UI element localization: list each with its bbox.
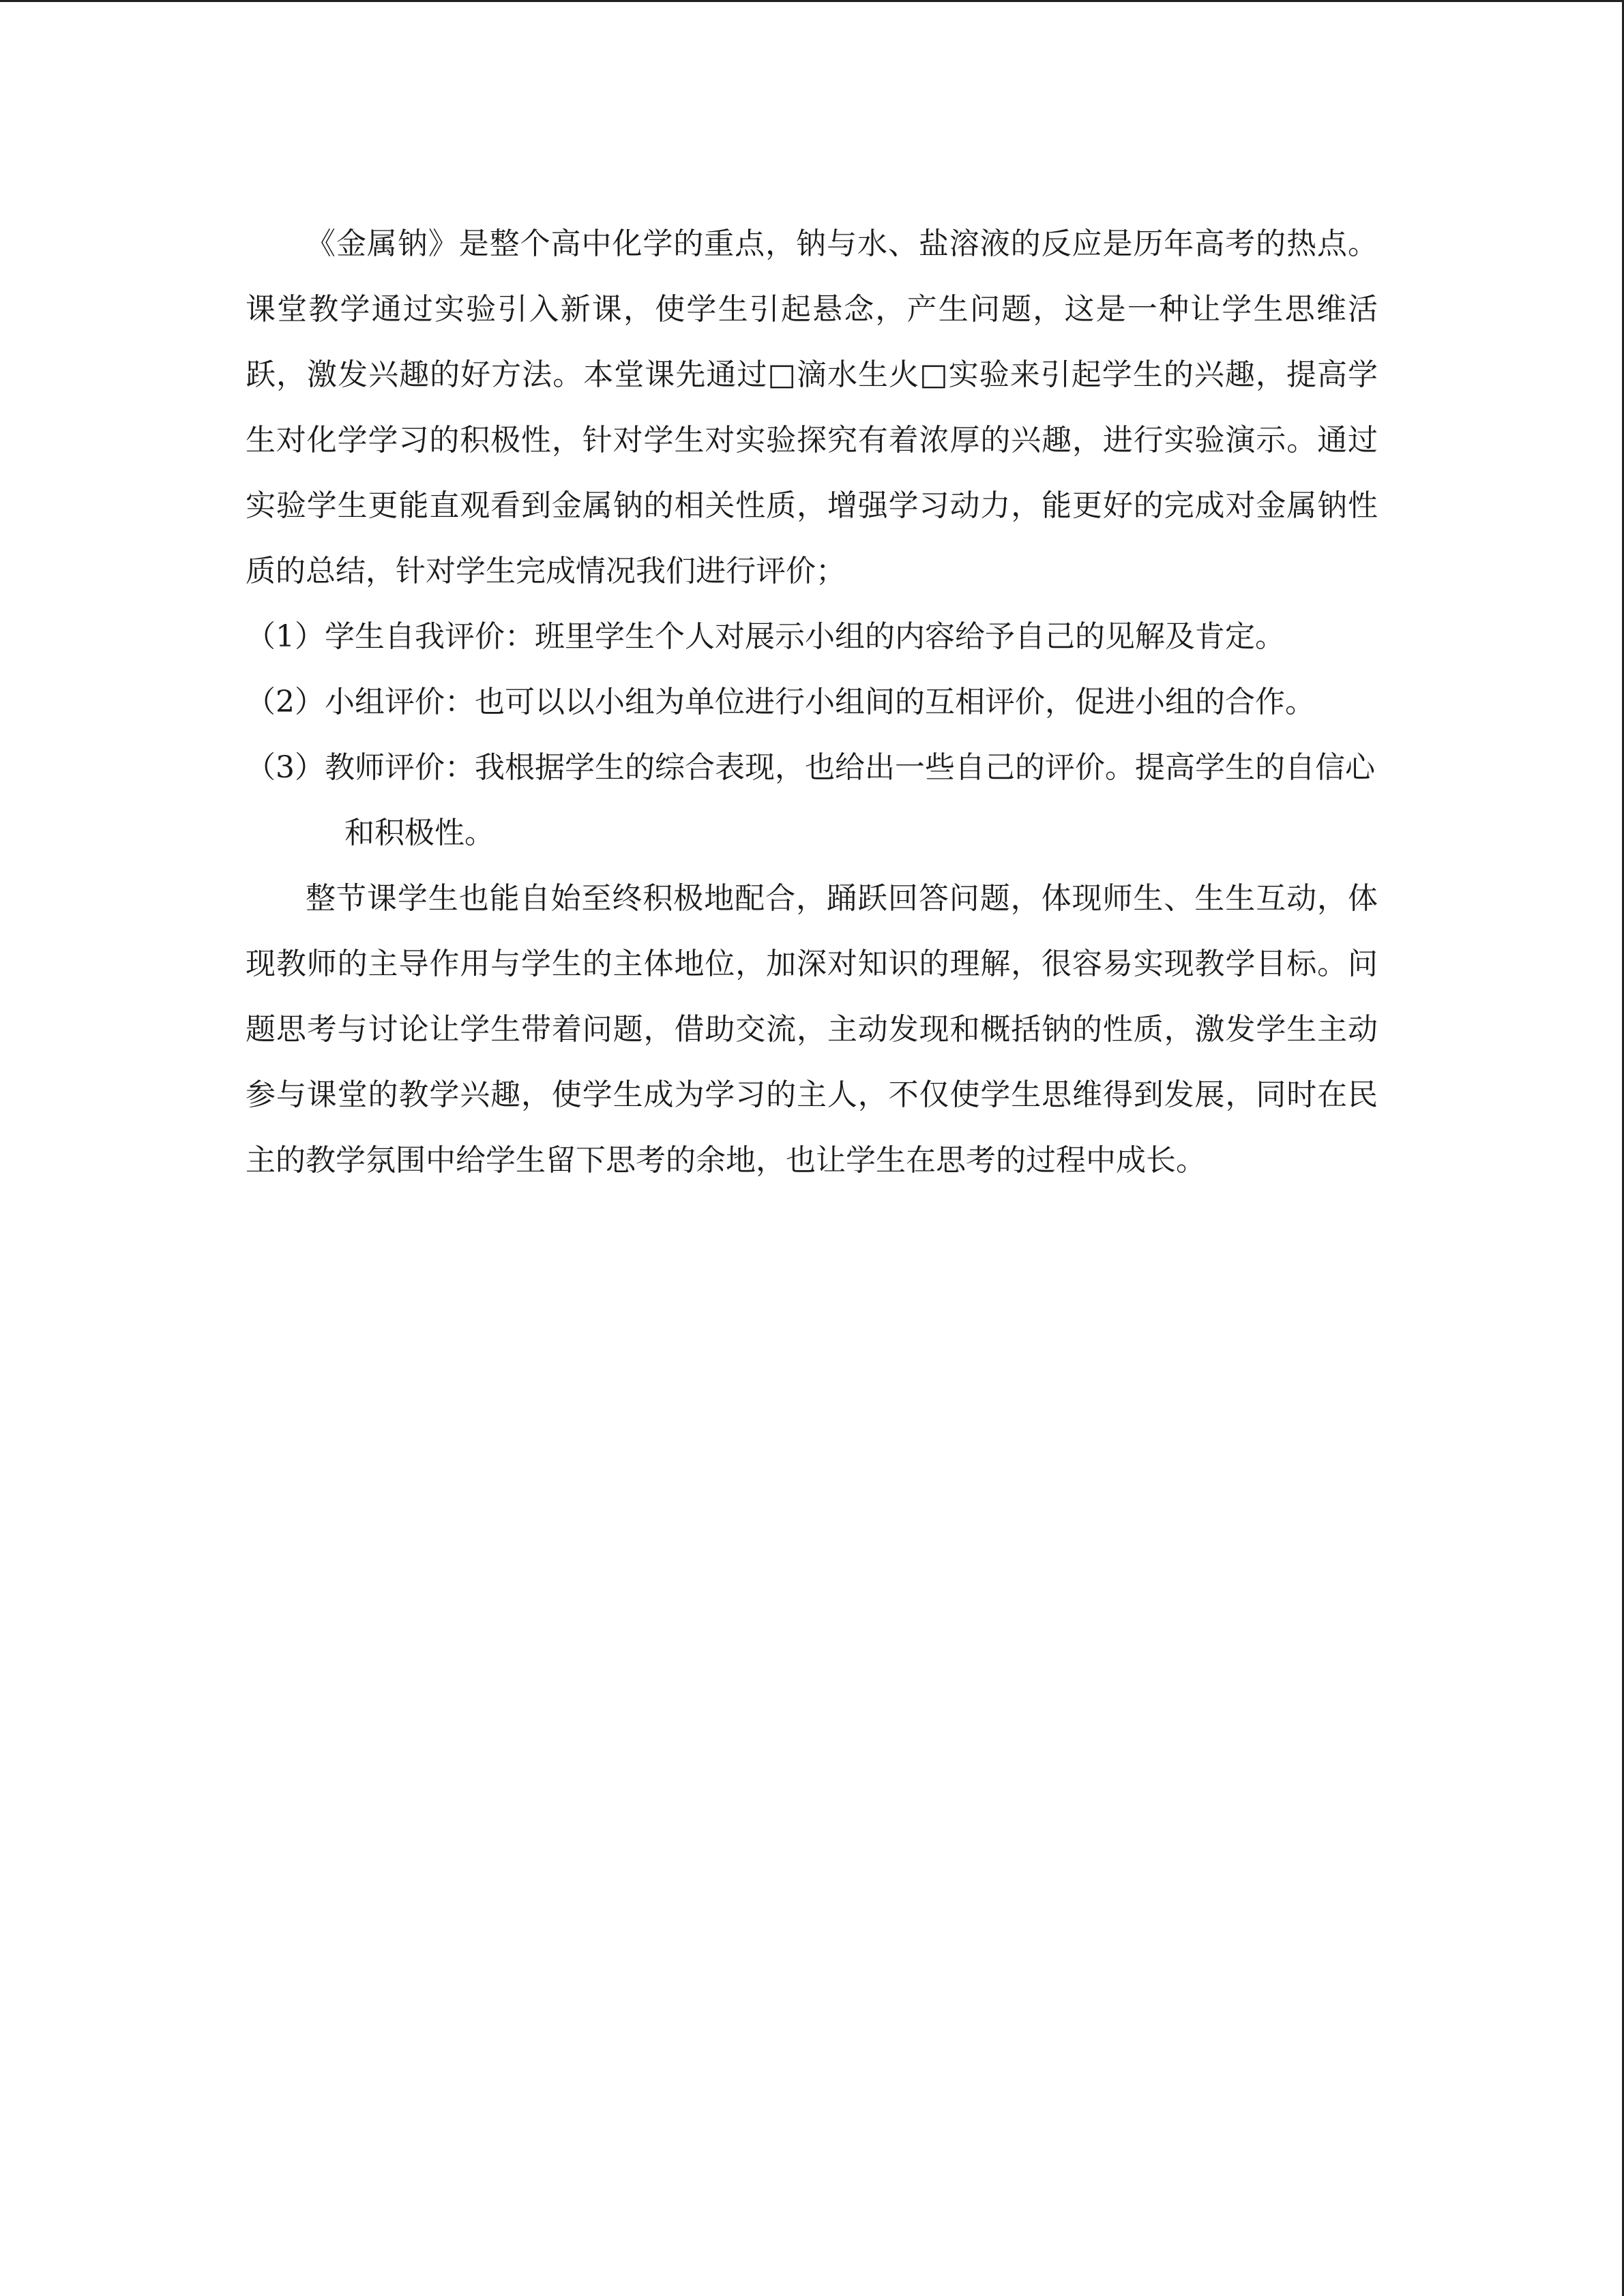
closing-paragraph: 整节课学生也能自始至终积极地配合，踊跃回答问题，体现师生、生生互动，体现教师的主导作用与学生的主体地位，加深对知识的理解，很容易实现教学目标。问题思考与讨论让学生带着问题，借助交流，主动发现和概括钠的性质，激发学生主动参与课堂的教学兴趣，使学生成为学习的主人，不仅使学生思维得到发展，同时在民主的教学氛围中给学生留下思考的余地，也让学生在思考的过程中成长。 — [246, 881, 1378, 1178]
page-top-border — [0, 0, 1624, 2]
intro-paragraph: 《金属钠》是整个高中化学的重点，钠与水、盐溶液的反应是历年高考的热点。课堂教学通过实验引入新课，使学生引起悬念，产生问题，这是一种让学生思维活跃，激发兴趣的好方法。本堂课先通过□滴水生火□实验来引起学生的兴趣，提高学生对化学学习的积极性，针对学生对实验探究有着浓厚的兴趣，进行实验演示。通过实验学生更能直观看到金属钠的相关性质，增强学习动力，能更好的完成对金属钠性质的总结，针对学生完成情况我们进行评价； — [246, 226, 1378, 588]
evaluation-item-self: （1）学生自我评价：班里学生个人对展示小组的内容给予自己的见解及肯定。 — [246, 619, 1285, 654]
evaluation-item-teacher: （3）教师评价：我根据学生的综合表现，也给出一些自己的评价。提高学生的自信心和积极性。 — [246, 750, 1375, 850]
evaluation-item-group: （2）小组评价：也可以以小组为单位进行小组间的互相评价，促进小组的合作。 — [246, 685, 1315, 719]
document-body — [246, 211, 1378, 1193]
